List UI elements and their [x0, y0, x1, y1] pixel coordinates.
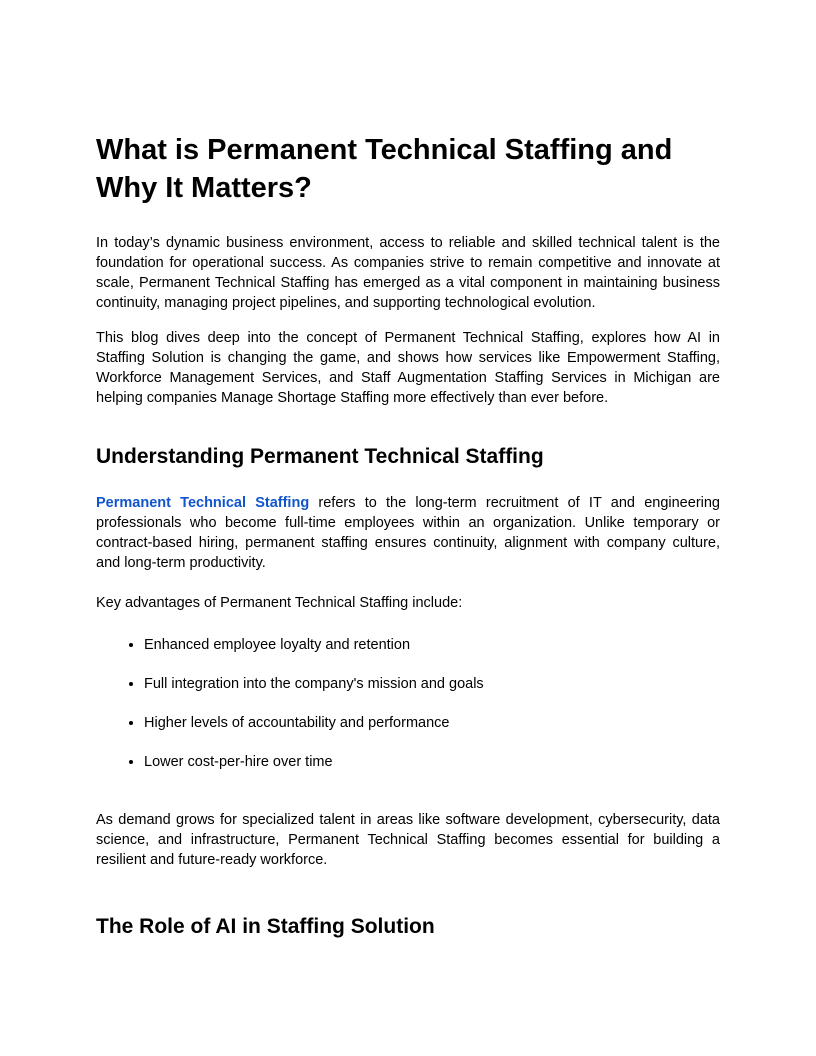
document-title: What is Permanent Technical Staffing and Why It Matters?: [96, 134, 673, 204]
understanding-paragraph-text: refers to the long-term recruitment of IT and engineering professionals who become full-time employees within an organization. Unlike temporary or contract-based hiring, permanent staffing ensures continuity, alignment with company culture, and long-term productivity.: [96, 494, 720, 571]
permanent-technical-staffing-link[interactable]: Permanent Technical Staffing: [96, 494, 310, 511]
list-item: • Lower cost-per-hire over time: [144, 752, 720, 772]
advantages-bullet-list: [96, 635, 720, 772]
intro-paragraph-1: In today’s dynamic business environment, access to reliable and skilled technical talent is the foundation for operational success. As companies strive to remain competitive and innovate at scale, Permanent Technical Staffing has emerged as a vital component in maintaining business continuity, managing project pipelines, and supporting technological evolution.: [96, 235, 720, 312]
list-item: • Full integration into the company's mission and goals: [144, 674, 720, 694]
understanding-closing-paragraph: As demand grows for specialized talent in areas like software development, cybersecurity, data science, and infrastructure, Permanent Technical Staffing becomes essential for building a resilient and future-ready workforce.: [96, 811, 720, 868]
section-heading-understanding: Understanding Permanent Technical Staffing: [96, 445, 544, 469]
understanding-paragraph: [96, 493, 720, 573]
section-heading-ai-role: The Role of AI in Staffing Solution: [96, 914, 435, 938]
list-item: • Enhanced employee loyalty and retention: [144, 635, 720, 655]
intro-paragraph-2: This blog dives deep into the concept of Permanent Technical Staffing, explores how AI in Staffing Solution is changing the game, and shows how services like Empowerment Staffing, Workforce Management Services, and Staff Augmentation Staffing Services in Michigan are helping companies Manage Shortage Staffing more effectively than ever before.: [96, 330, 720, 407]
list-item: • Higher levels of accountability and performance: [144, 713, 720, 733]
key-advantages-lead-in: Key advantages of Permanent Technical Staffing include:: [96, 594, 463, 611]
